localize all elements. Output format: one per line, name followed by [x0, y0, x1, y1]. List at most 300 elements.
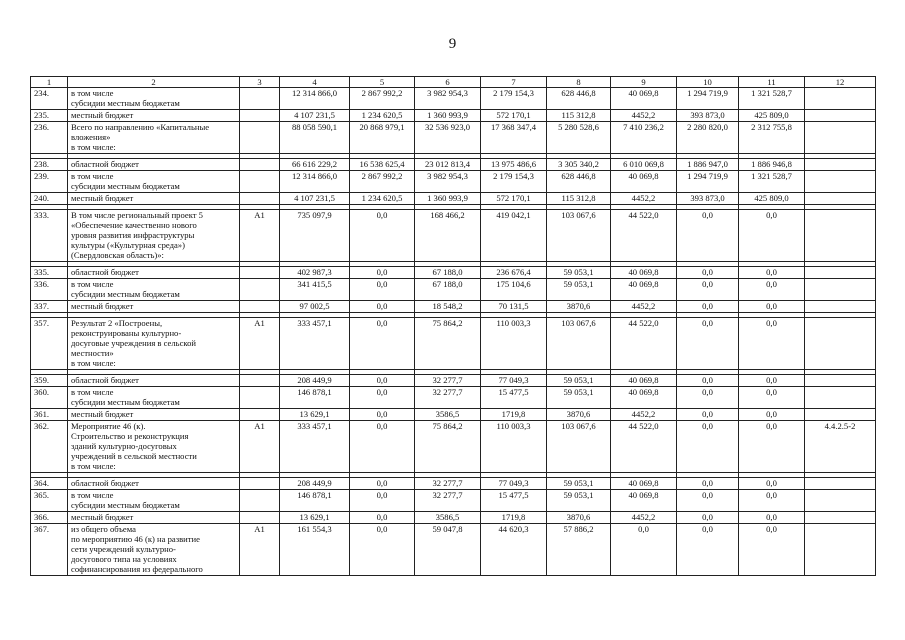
header-cell: 4 [280, 77, 350, 88]
row-name-line: в том числе: [71, 142, 116, 152]
row-name [68, 478, 240, 490]
value-cell: 0,0 [677, 387, 739, 409]
value-cell: 103 067,6 [547, 421, 611, 473]
row-number: 359. [31, 375, 68, 387]
value-cell: 4452,2 [611, 301, 677, 313]
row-code [240, 490, 280, 512]
value-cell: 0,0 [350, 279, 415, 301]
row-code [240, 279, 280, 301]
value-cell: 0,0 [677, 375, 739, 387]
value-cell: 0,0 [350, 301, 415, 313]
value-cell: 2 280 820,0 [677, 122, 739, 154]
row-name-line: местный бюджет [71, 409, 134, 419]
value-cell: 4452,2 [611, 193, 677, 205]
row-code [240, 301, 280, 313]
row-name-line: из общего объема [71, 524, 136, 534]
row-number: 360. [31, 387, 68, 409]
row-number: 357. [31, 318, 68, 370]
row-name-line: областной бюджет [71, 478, 139, 488]
value-cell: 3586,5 [415, 512, 481, 524]
row-number: 365. [31, 490, 68, 512]
row-name-line: субсидии местным бюджетам [71, 181, 180, 191]
row-name [68, 122, 240, 154]
value-cell: 40 069,8 [611, 279, 677, 301]
row-number: 367. [31, 524, 68, 576]
row-name-line: реконструированы культурно- [71, 328, 182, 338]
value-cell: 4452,2 [611, 110, 677, 122]
header-cell: 1 [31, 77, 68, 88]
value-cell: 32 277,7 [415, 387, 481, 409]
value-cell: 13 629,1 [280, 512, 350, 524]
value-cell: 20 868 979,1 [350, 122, 415, 154]
row-name-line: субсидии местным бюджетам [71, 289, 180, 299]
value-cell: 208 449,9 [280, 375, 350, 387]
value-cell: 572 170,1 [481, 110, 547, 122]
value-cell: 1 360 993,9 [415, 193, 481, 205]
row-name-line: субсидии местным бюджетам [71, 98, 180, 108]
value-cell: 0,0 [350, 267, 415, 279]
row-reference [805, 301, 876, 313]
value-cell: 0,0 [739, 387, 805, 409]
value-cell: 59 053,1 [547, 267, 611, 279]
value-cell: 40 069,8 [611, 375, 677, 387]
value-cell: 115 312,8 [547, 110, 611, 122]
value-cell: 1719,8 [481, 512, 547, 524]
row-code: А1 [240, 210, 280, 262]
value-cell: 146 878,1 [280, 387, 350, 409]
value-cell: 0,0 [739, 210, 805, 262]
value-cell: 0,0 [739, 478, 805, 490]
value-cell: 17 368 347,4 [481, 122, 547, 154]
row-reference [805, 193, 876, 205]
value-cell: 44 620,3 [481, 524, 547, 576]
value-cell: 0,0 [739, 279, 805, 301]
row-number: 234. [31, 88, 68, 110]
value-cell: 44 522,0 [611, 421, 677, 473]
row-name-line: досуговые учреждения в сельской [71, 338, 197, 348]
value-cell: 1 294 719,9 [677, 171, 739, 193]
value-cell: 1 234 620,5 [350, 193, 415, 205]
header-cell: 2 [68, 77, 240, 88]
value-cell: 333 457,1 [280, 318, 350, 370]
value-cell: 15 477,5 [481, 490, 547, 512]
row-name [68, 409, 240, 421]
value-cell: 402 987,3 [280, 267, 350, 279]
row-reference [805, 267, 876, 279]
row-number: 333. [31, 210, 68, 262]
value-cell: 0,0 [677, 318, 739, 370]
value-cell: 0,0 [739, 421, 805, 473]
value-cell: 32 536 923,0 [415, 122, 481, 154]
page-number: 9 [448, 36, 457, 52]
row-name-line: областной бюджет [71, 375, 139, 385]
row-code [240, 193, 280, 205]
row-code: А1 [240, 524, 280, 576]
row-name-line: В том числе региональный проект 5 [71, 210, 203, 220]
row-code [240, 122, 280, 154]
value-cell: 0,0 [350, 318, 415, 370]
value-cell: 0,0 [677, 279, 739, 301]
value-cell: 23 012 813,4 [415, 159, 481, 171]
row-name [68, 210, 240, 262]
row-name-line: местный бюджет [71, 110, 134, 120]
table-row [31, 279, 876, 301]
value-cell: 0,0 [677, 512, 739, 524]
value-cell: 3586,5 [415, 409, 481, 421]
table-row [31, 171, 876, 193]
value-cell: 40 069,8 [611, 490, 677, 512]
value-cell: 0,0 [350, 421, 415, 473]
table-row [31, 524, 876, 576]
value-cell: 59 053,1 [547, 375, 611, 387]
row-name [68, 375, 240, 387]
value-cell: 12 314 866,0 [280, 88, 350, 110]
row-name [68, 301, 240, 313]
row-name-line: местный бюджет [71, 193, 134, 203]
row-name-line: Мероприятие 46 (к). [71, 421, 146, 431]
row-code [240, 171, 280, 193]
value-cell: 0,0 [677, 490, 739, 512]
row-name-line: софинансирования из федерального [71, 564, 203, 574]
value-cell: 59 053,1 [547, 490, 611, 512]
header-cell: 12 [805, 77, 876, 88]
value-cell: 3870,6 [547, 512, 611, 524]
row-name-line: субсидии местным бюджетам [71, 500, 180, 510]
table-row [31, 375, 876, 387]
value-cell: 110 003,3 [481, 318, 547, 370]
row-number: 240. [31, 193, 68, 205]
row-reference [805, 171, 876, 193]
value-cell: 333 457,1 [280, 421, 350, 473]
header-cell: 10 [677, 77, 739, 88]
row-name [68, 318, 240, 370]
value-cell: 6 010 069,8 [611, 159, 677, 171]
row-name [68, 387, 240, 409]
row-name-line: (Свердловская область)»: [71, 250, 164, 260]
row-name-line: в том числе: [71, 461, 116, 471]
row-name [68, 524, 240, 576]
value-cell: 3 305 340,2 [547, 159, 611, 171]
value-cell: 40 069,8 [611, 88, 677, 110]
row-number: 366. [31, 512, 68, 524]
row-name-line: в том числе [71, 279, 114, 289]
row-number: 239. [31, 171, 68, 193]
value-cell: 0,0 [739, 512, 805, 524]
table-row [31, 512, 876, 524]
row-name-line: местный бюджет [71, 301, 134, 311]
row-code [240, 159, 280, 171]
row-reference [805, 122, 876, 154]
value-cell: 16 538 625,4 [350, 159, 415, 171]
row-name-line: зданий культурно-досуговых [71, 441, 177, 451]
header-row [31, 77, 876, 88]
value-cell: 146 878,1 [280, 490, 350, 512]
value-cell: 0,0 [677, 478, 739, 490]
row-name [68, 88, 240, 110]
row-code [240, 512, 280, 524]
table-row [31, 210, 876, 262]
value-cell: 0,0 [739, 318, 805, 370]
table-row [31, 110, 876, 122]
value-cell: 13 629,1 [280, 409, 350, 421]
table-row [31, 490, 876, 512]
row-name-line: Строительство и реконструкция [71, 431, 189, 441]
value-cell: 2 867 992,2 [350, 171, 415, 193]
value-cell: 0,0 [739, 375, 805, 387]
header-cell: 9 [611, 77, 677, 88]
table-row [31, 159, 876, 171]
row-name-line: областной бюджет [71, 159, 139, 169]
value-cell: 3870,6 [547, 301, 611, 313]
budget-table [30, 76, 876, 576]
value-cell: 0,0 [350, 409, 415, 421]
value-cell: 425 809,0 [739, 193, 805, 205]
row-name [68, 512, 240, 524]
row-name [68, 171, 240, 193]
value-cell: 4452,2 [611, 512, 677, 524]
value-cell: 0,0 [677, 421, 739, 473]
value-cell: 75 864,2 [415, 421, 481, 473]
value-cell: 0,0 [350, 387, 415, 409]
row-name-line: досугового типа на условиях [71, 554, 177, 564]
header-cell: 8 [547, 77, 611, 88]
row-code: А1 [240, 421, 280, 473]
row-name-line: уровня развития инфраструктуры [71, 230, 195, 240]
value-cell: 40 069,8 [611, 267, 677, 279]
value-cell: 5 280 528,6 [547, 122, 611, 154]
row-name [68, 110, 240, 122]
value-cell: 0,0 [350, 375, 415, 387]
value-cell: 88 058 590,1 [280, 122, 350, 154]
value-cell: 57 886,2 [547, 524, 611, 576]
row-reference [805, 88, 876, 110]
row-name-line: по мероприятию 46 (к) на развитие [71, 534, 200, 544]
value-cell: 0,0 [350, 512, 415, 524]
row-name-line: сети учреждений культурно- [71, 544, 176, 554]
row-name [68, 279, 240, 301]
value-cell: 115 312,8 [547, 193, 611, 205]
row-name-line: Результат 2 «Построены, [71, 318, 163, 328]
value-cell: 12 314 866,0 [280, 171, 350, 193]
row-reference [805, 110, 876, 122]
row-reference [805, 159, 876, 171]
value-cell: 393 873,0 [677, 193, 739, 205]
value-cell: 32 277,7 [415, 478, 481, 490]
value-cell: 735 097,9 [280, 210, 350, 262]
value-cell: 0,0 [677, 210, 739, 262]
value-cell: 3 982 954,3 [415, 88, 481, 110]
value-cell: 1 321 528,7 [739, 171, 805, 193]
value-cell: 75 864,2 [415, 318, 481, 370]
table-row [31, 409, 876, 421]
row-name [68, 421, 240, 473]
value-cell: 628 446,8 [547, 88, 611, 110]
row-number: 337. [31, 301, 68, 313]
value-cell: 1 294 719,9 [677, 88, 739, 110]
row-name-line: в том числе: [71, 358, 116, 368]
value-cell: 44 522,0 [611, 210, 677, 262]
value-cell: 393 873,0 [677, 110, 739, 122]
value-cell: 1 360 993,9 [415, 110, 481, 122]
row-reference [805, 318, 876, 370]
row-number: 335. [31, 267, 68, 279]
header-cell: 7 [481, 77, 547, 88]
row-name-line: культуры («Культурная среда») [71, 240, 185, 250]
value-cell: 425 809,0 [739, 110, 805, 122]
value-cell: 4 107 231,5 [280, 110, 350, 122]
table-row [31, 88, 876, 110]
value-cell: 97 002,5 [280, 301, 350, 313]
value-cell: 208 449,9 [280, 478, 350, 490]
row-reference [805, 478, 876, 490]
row-reference [805, 409, 876, 421]
row-name [68, 193, 240, 205]
row-name-line: субсидии местным бюджетам [71, 397, 180, 407]
value-cell: 0,0 [350, 490, 415, 512]
value-cell: 0,0 [677, 267, 739, 279]
value-cell: 3 982 954,3 [415, 171, 481, 193]
table-row [31, 421, 876, 473]
value-cell: 0,0 [739, 490, 805, 512]
value-cell: 168 466,2 [415, 210, 481, 262]
value-cell: 1719,8 [481, 409, 547, 421]
table-body [31, 77, 876, 576]
value-cell: 0,0 [677, 301, 739, 313]
row-name-line: в том числе [71, 171, 114, 181]
value-cell: 0,0 [739, 267, 805, 279]
value-cell: 67 188,0 [415, 267, 481, 279]
value-cell: 32 277,7 [415, 490, 481, 512]
row-number: 336. [31, 279, 68, 301]
header-cell: 3 [240, 77, 280, 88]
value-cell: 2 867 992,2 [350, 88, 415, 110]
value-cell: 59 053,1 [547, 387, 611, 409]
row-reference [805, 512, 876, 524]
row-name-line: в том числе [71, 490, 114, 500]
row-reference [805, 490, 876, 512]
row-name-line: местный бюджет [71, 512, 134, 522]
row-number: 236. [31, 122, 68, 154]
value-cell: 59 047,8 [415, 524, 481, 576]
value-cell: 236 676,4 [481, 267, 547, 279]
value-cell: 59 053,1 [547, 279, 611, 301]
value-cell: 3870,6 [547, 409, 611, 421]
row-reference [805, 210, 876, 262]
value-cell: 1 321 528,7 [739, 88, 805, 110]
row-code [240, 478, 280, 490]
row-code [240, 409, 280, 421]
value-cell: 103 067,6 [547, 318, 611, 370]
value-cell: 161 554,3 [280, 524, 350, 576]
table-row [31, 267, 876, 279]
row-number: 362. [31, 421, 68, 473]
row-reference: 4.4.2.5-2 [805, 421, 876, 473]
value-cell: 13 975 486,6 [481, 159, 547, 171]
value-cell: 66 616 229,2 [280, 159, 350, 171]
row-code [240, 387, 280, 409]
value-cell: 110 003,3 [481, 421, 547, 473]
table-row [31, 301, 876, 313]
value-cell: 0,0 [611, 524, 677, 576]
value-cell: 18 548,2 [415, 301, 481, 313]
value-cell: 44 522,0 [611, 318, 677, 370]
row-name [68, 267, 240, 279]
value-cell: 0,0 [350, 478, 415, 490]
row-code [240, 88, 280, 110]
row-name [68, 490, 240, 512]
value-cell: 2 179 154,3 [481, 171, 547, 193]
value-cell: 0,0 [739, 409, 805, 421]
row-name-line: областной бюджет [71, 267, 139, 277]
row-name-line: в том числе [71, 88, 114, 98]
row-reference [805, 387, 876, 409]
row-code [240, 110, 280, 122]
value-cell: 40 069,8 [611, 387, 677, 409]
value-cell: 0,0 [677, 409, 739, 421]
value-cell: 0,0 [677, 524, 739, 576]
value-cell: 77 049,3 [481, 375, 547, 387]
value-cell: 0,0 [739, 524, 805, 576]
value-cell: 4452,2 [611, 409, 677, 421]
value-cell: 0,0 [739, 301, 805, 313]
row-code: А1 [240, 318, 280, 370]
row-code [240, 375, 280, 387]
value-cell: 1 886 946,8 [739, 159, 805, 171]
value-cell: 15 477,5 [481, 387, 547, 409]
value-cell: 419 042,1 [481, 210, 547, 262]
value-cell: 2 179 154,3 [481, 88, 547, 110]
table-row [31, 193, 876, 205]
value-cell: 1 234 620,5 [350, 110, 415, 122]
value-cell: 70 131,5 [481, 301, 547, 313]
header-cell: 11 [739, 77, 805, 88]
row-name-line: вложения» [71, 132, 111, 142]
value-cell: 341 415,5 [280, 279, 350, 301]
value-cell: 40 069,8 [611, 171, 677, 193]
row-reference [805, 524, 876, 576]
row-number: 361. [31, 409, 68, 421]
value-cell: 7 410 236,2 [611, 122, 677, 154]
value-cell: 67 188,0 [415, 279, 481, 301]
row-name [68, 159, 240, 171]
table-row [31, 478, 876, 490]
value-cell: 0,0 [350, 524, 415, 576]
table-row [31, 122, 876, 154]
value-cell: 59 053,1 [547, 478, 611, 490]
row-code [240, 267, 280, 279]
row-number: 235. [31, 110, 68, 122]
value-cell: 572 170,1 [481, 193, 547, 205]
value-cell: 40 069,8 [611, 478, 677, 490]
value-cell: 1 886 947,0 [677, 159, 739, 171]
value-cell: 2 312 755,8 [739, 122, 805, 154]
value-cell: 103 067,6 [547, 210, 611, 262]
table-row [31, 318, 876, 370]
row-name-line: Всего по направлению «Капитальные [71, 122, 210, 132]
row-name-line: «Обеспечение качественно нового [71, 220, 197, 230]
header-cell: 6 [415, 77, 481, 88]
value-cell: 77 049,3 [481, 478, 547, 490]
table-row [31, 387, 876, 409]
value-cell: 32 277,7 [415, 375, 481, 387]
row-number: 364. [31, 478, 68, 490]
header-cell: 5 [350, 77, 415, 88]
row-name-line: учреждений в сельской местности [71, 451, 197, 461]
value-cell: 4 107 231,5 [280, 193, 350, 205]
value-cell: 628 446,8 [547, 171, 611, 193]
value-cell: 175 104,6 [481, 279, 547, 301]
value-cell: 0,0 [350, 210, 415, 262]
